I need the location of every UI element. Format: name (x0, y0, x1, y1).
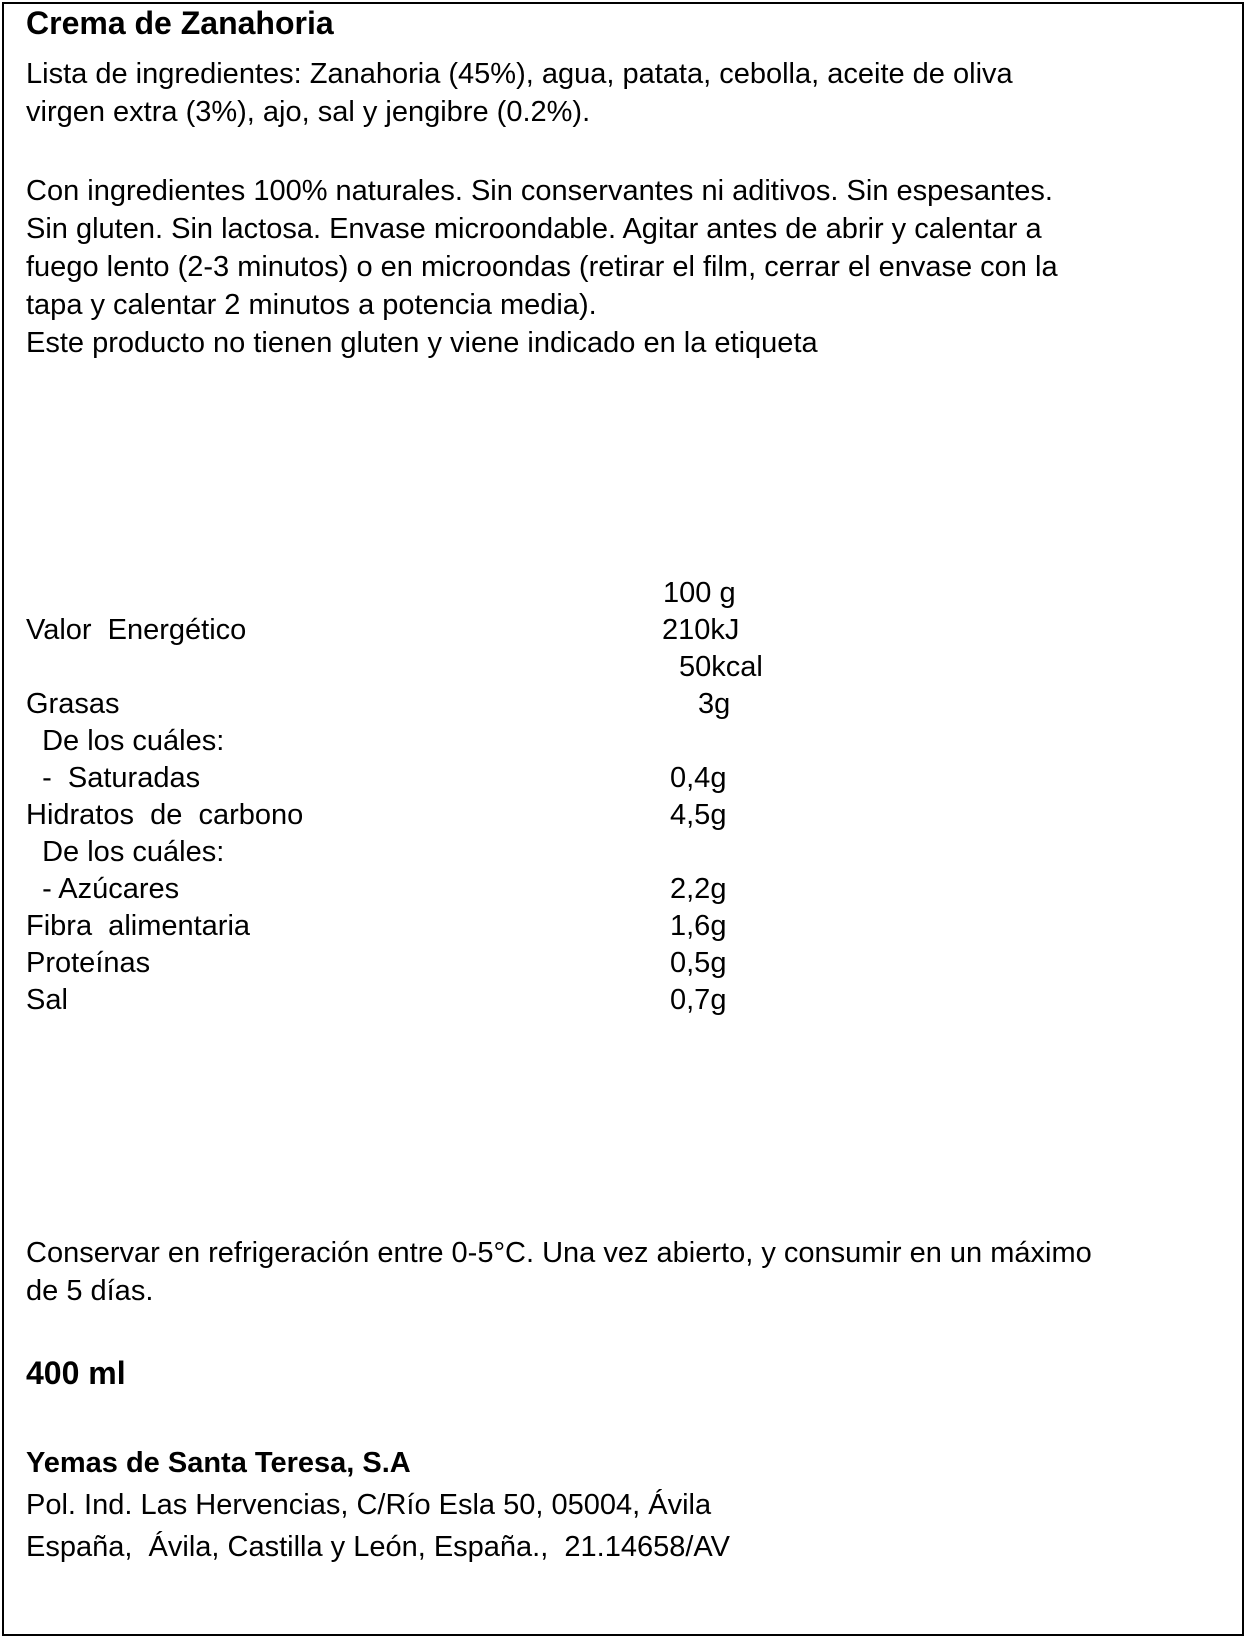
storage-line: de 5 días. (26, 1275, 154, 1307)
nutrition-value: 3g (698, 688, 731, 720)
nutrition-label: Proteínas (26, 947, 151, 979)
nutrition-label: - Saturadas (26, 762, 201, 794)
nutrition-label: Valor Energético (26, 614, 247, 646)
ingredients-line: Lista de ingredientes: Zanahoria (45%), agua, patata, cebolla, aceite de oliva (26, 58, 1013, 90)
nutrition-value: 0,7g (670, 984, 727, 1016)
nutrition-label: Sal (26, 984, 68, 1016)
nutrition-label: Grasas (26, 688, 120, 720)
net-quantity: 400 ml (26, 1355, 126, 1391)
company-name: Yemas de Santa Teresa, S.A (26, 1447, 411, 1479)
nutrition-label: De los cuáles: (26, 836, 225, 868)
nutrition-value: 2,2g (670, 873, 727, 905)
nutrition-value: 50kcal (679, 651, 763, 683)
nutrition-value: 4,5g (670, 799, 727, 831)
description-line: fuego lento (2-3 minutos) o en microondas (retirar el film, cerrar el envase con la (26, 251, 1058, 283)
description-line: Con ingredientes 100% naturales. Sin conservantes ni aditivos. Sin espesantes. (26, 175, 1053, 207)
storage-line: Conservar en refrigeración entre 0-5°C. Una vez abierto, y consumir en un máximo (26, 1237, 1092, 1269)
company-address-line: Pol. Ind. Las Hervencias, C/Río Esla 50, 05004, Ávila (26, 1489, 712, 1521)
nutrition-value: 1,6g (670, 910, 727, 942)
nutrition-value: 0,5g (670, 947, 727, 979)
company-address-line: España, Ávila, Castilla y León, España., 21.14658/AV (26, 1531, 730, 1563)
product-title: Crema de Zanahoria (26, 5, 334, 41)
nutrition-value: 0,4g (670, 762, 727, 794)
description-line: Este producto no tienen gluten y viene indicado en la etiqueta (26, 327, 818, 359)
ingredients-line: virgen extra (3%), ajo, sal y jengibre (0.2%). (26, 96, 591, 128)
nutrition-per-label: 100 g (663, 577, 736, 609)
nutrition-label: Hidratos de carbono (26, 799, 304, 831)
description-line: tapa y calentar 2 minutos a potencia media). (26, 289, 597, 321)
nutrition-label: Fibra alimentaria (26, 910, 251, 942)
nutrition-label: De los cuáles: (26, 725, 225, 757)
description-line: Sin gluten. Sin lactosa. Envase microondable. Agitar antes de abrir y calentar a (26, 213, 1042, 245)
nutrition-label: - Azúcares (26, 873, 180, 905)
nutrition-value: 210kJ (662, 614, 740, 646)
